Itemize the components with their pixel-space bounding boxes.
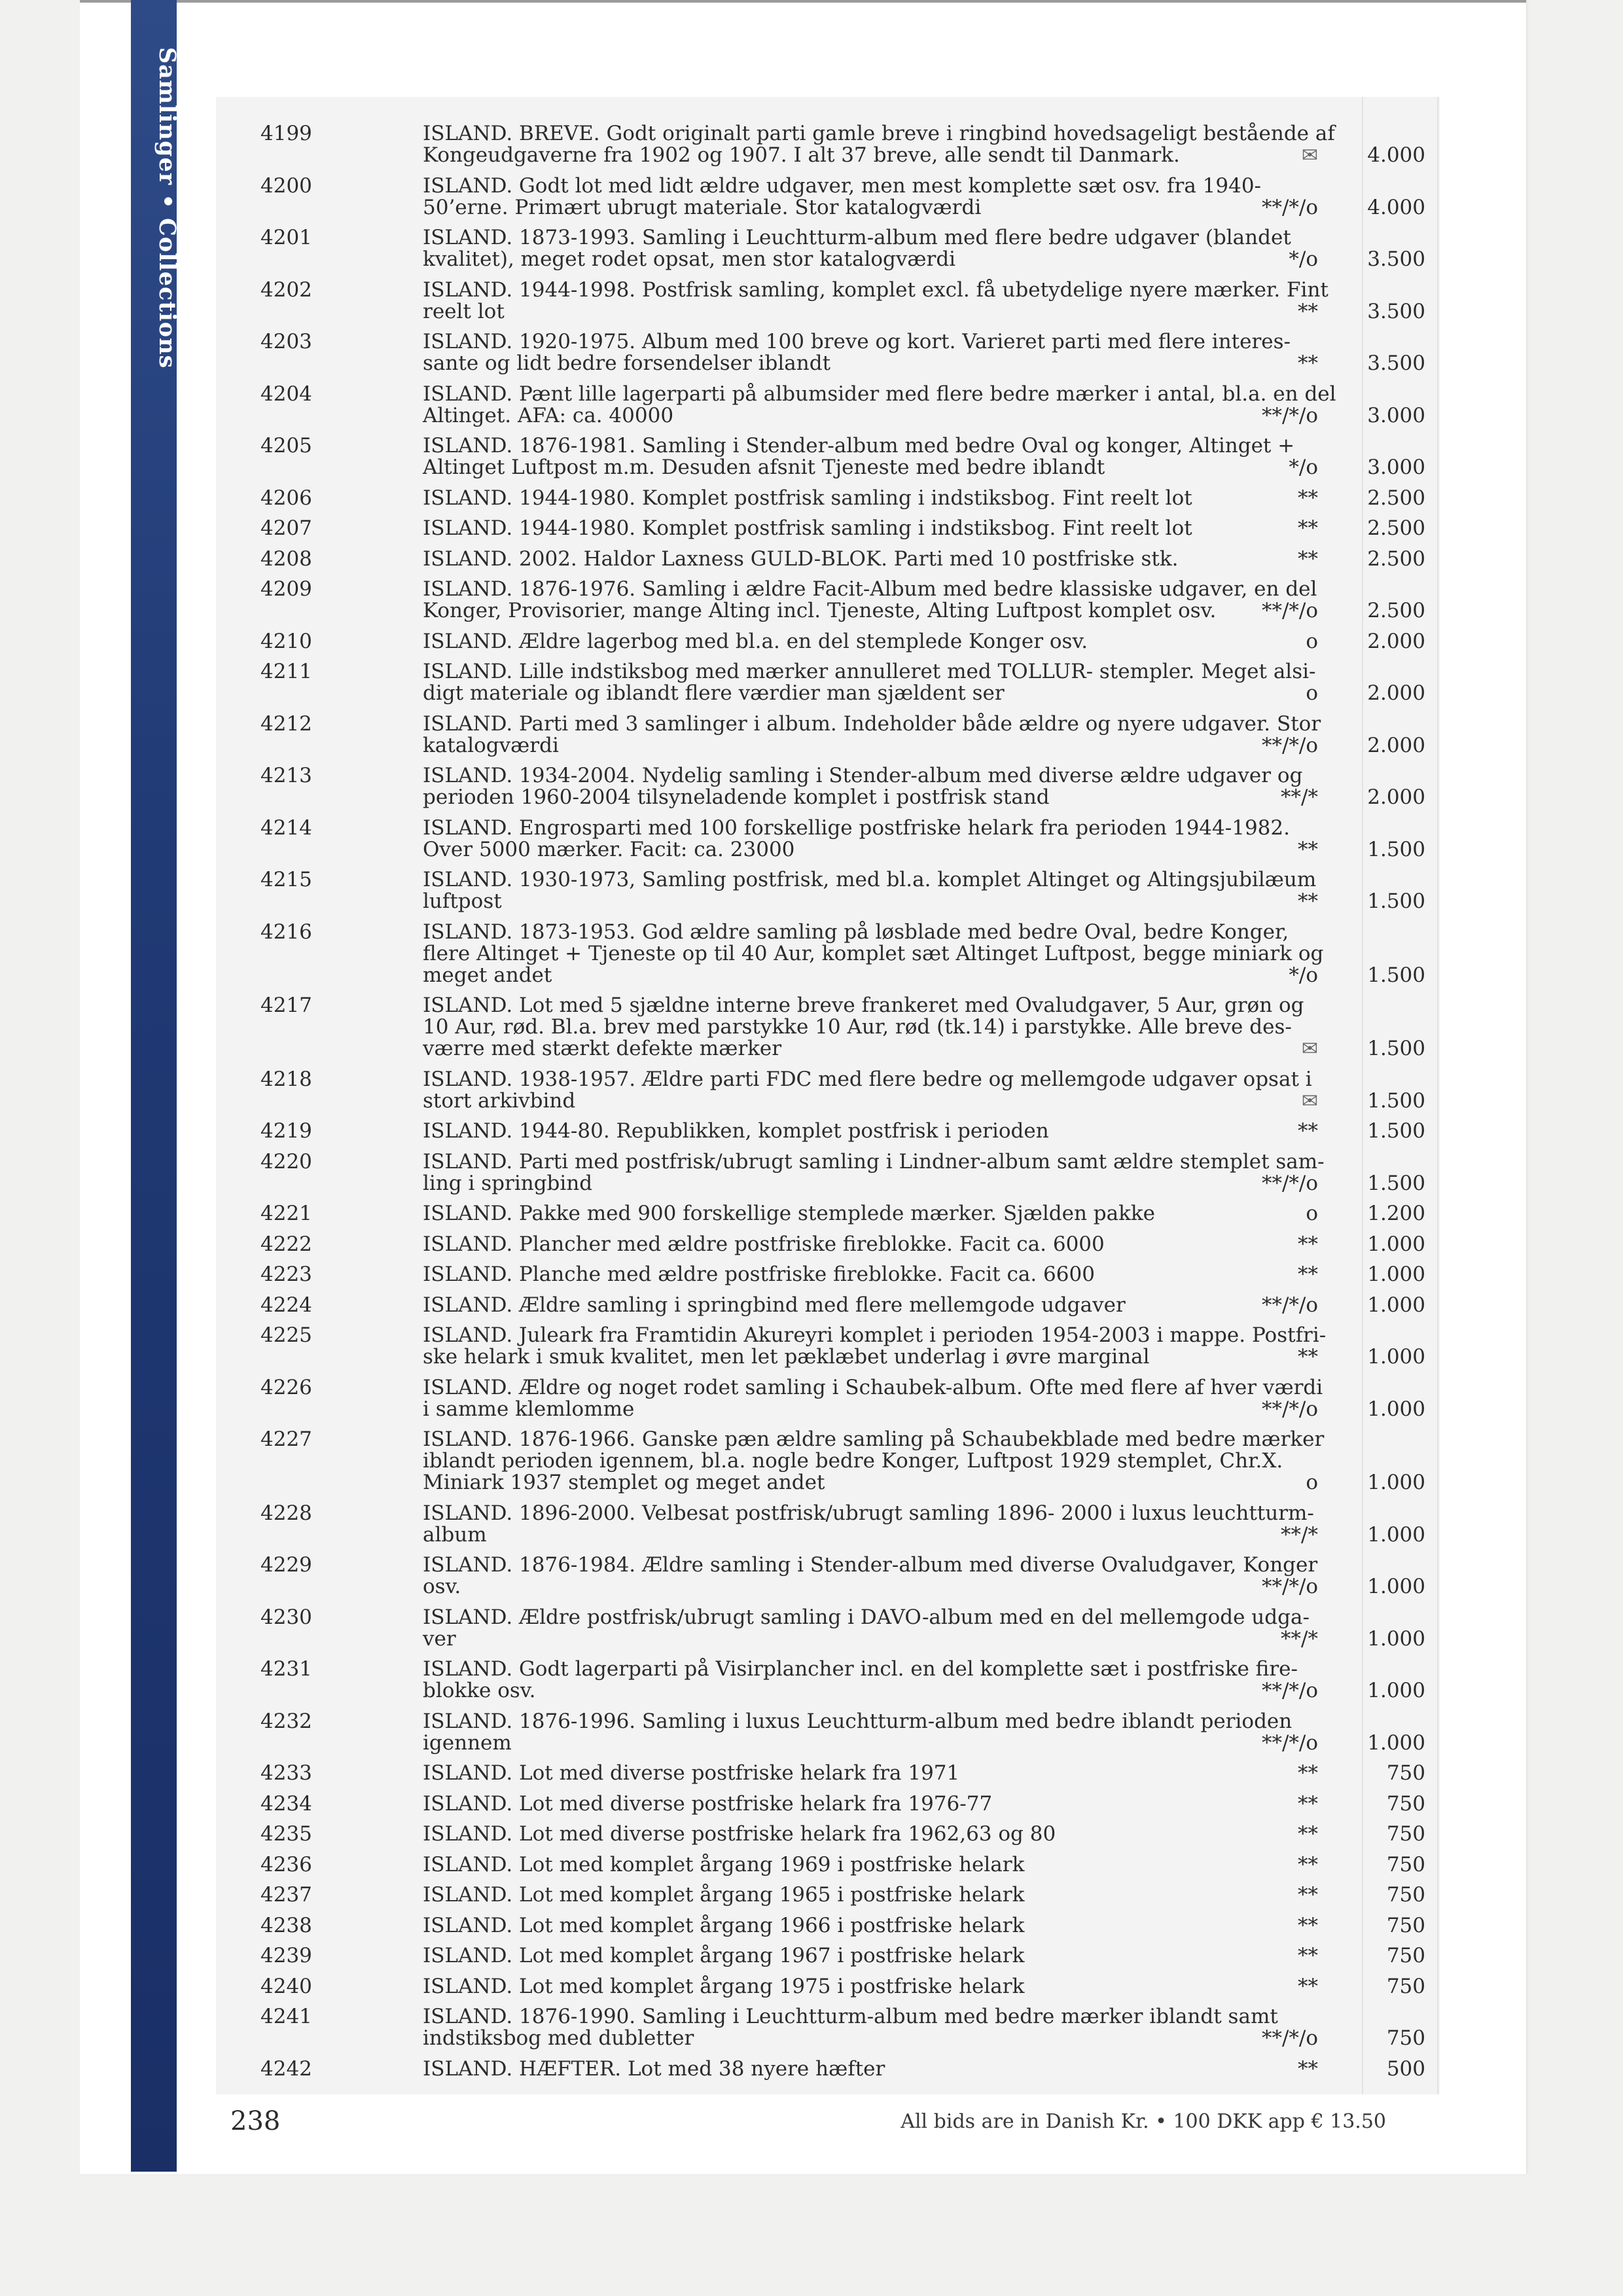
lot-description (423, 435, 1479, 478)
lot-description-line: kvalitet), meget rodet opsat, men stor katalogværdi (423, 247, 956, 271)
lot-condition: **/*/o (1261, 599, 1318, 622)
lot-number: 4213 (260, 764, 312, 787)
lot-description (423, 518, 1479, 539)
lot-condition: */o (1289, 247, 1318, 271)
lot-description-line: ISLAND. Lot med komplet årgang 1969 i postfriske helark (423, 1852, 1025, 1876)
lot-row (216, 1915, 1440, 1937)
lot-description (423, 123, 1479, 166)
lot-row (216, 548, 1440, 570)
lot-row (216, 1945, 1440, 1967)
lot-description-line: Altinget. AFA: ca. 40000 (423, 403, 674, 427)
lot-condition: ** (1298, 1883, 1318, 1907)
lot-description-line: ISLAND. 1896-2000. Velbesat postfrisk/ubrugt samling 1896- 2000 i luxus leuchtturm- (423, 1501, 1314, 1525)
lot-description-line: ISLAND. Ældre og noget rodet samling i Schaubek-album. Ofte med flere af hver værdi (423, 1375, 1323, 1399)
lot-price: 3.500 (1367, 299, 1425, 323)
lot-description (423, 175, 1479, 219)
lot-description-line: ISLAND. 1873-1953. God ældre samling på løsblade med bedre Oval, bedre Konger, (423, 920, 1289, 944)
lot-description (423, 1976, 1479, 1998)
lot-description (423, 548, 1479, 570)
lot-condition: **/* (1281, 1522, 1318, 1547)
lot-description-line: ISLAND. Lot med diverse postfriske helark fra 1971 (423, 1761, 960, 1785)
lot-price: 1.500 (1367, 837, 1425, 861)
lot-number: 4214 (260, 816, 312, 840)
lot-description (423, 1234, 1479, 1255)
lot-description-line: osv. (423, 1575, 461, 1598)
lot-description-line: ISLAND. Pakke med 900 forskellige stemplede mærker. Sjælden pakke (423, 1202, 1156, 1225)
lot-row (216, 922, 1440, 986)
bid-currency-note: All bids are in Danish Kr. • 100 DKK app € 13.50 (901, 2110, 1386, 2133)
lot-number: 4239 (260, 1944, 312, 1967)
lot-price: 1.500 (1367, 1119, 1425, 1143)
lot-row (216, 1264, 1440, 1285)
lot-row (216, 1607, 1440, 1650)
lot-number: 4236 (260, 1852, 312, 1876)
lot-description (423, 488, 1479, 509)
lot-description (423, 1823, 1479, 1845)
lot-description-line: sante og lidt bedre forsendelser iblandt (423, 351, 831, 375)
lot-number: 4225 (260, 1323, 312, 1347)
lot-number: 4215 (260, 868, 312, 891)
lot-number: 4220 (260, 1149, 312, 1174)
lot-row (216, 2058, 1440, 2080)
lot-description (423, 579, 1479, 622)
lot-condition: o (1306, 1202, 1318, 1225)
lot-description-line: ISLAND. Lot med 5 sjældne interne breve frankeret med Ovaludgaver, 5 Aur, grøn og (423, 994, 1304, 1017)
lot-number: 4207 (260, 516, 312, 540)
lot-description (423, 1793, 1479, 1815)
lot-number: 4212 (260, 711, 312, 736)
lot-price: 3.500 (1367, 351, 1425, 375)
lot-condition: **/*/o (1261, 1293, 1318, 1317)
lot-description-line: ISLAND. 1944-1980. Komplet postfrisk samling i indstiksbog. Fint reelt lot (423, 486, 1192, 510)
lot-description (423, 384, 1479, 427)
lot-description (423, 1069, 1479, 1112)
lot-row (216, 1854, 1440, 1876)
lot-description (423, 713, 1479, 757)
lot-number: 4200 (260, 173, 312, 198)
lot-description-line: ISLAND. HÆFTER. Lot med 38 nyere hæfter (423, 2056, 885, 2081)
lot-row (216, 123, 1440, 166)
lot-description-line: Konger, Provisorier, mange Alting incl. Tjeneste, Alting Luftpost komplet osv. (423, 599, 1217, 622)
lot-number: 4237 (260, 1883, 312, 1907)
lot-price: 2.500 (1367, 599, 1425, 622)
lot-row (216, 1823, 1440, 1845)
lot-row (216, 1234, 1440, 1255)
lot-row (216, 1884, 1440, 1906)
lot-price: 3.000 (1367, 456, 1425, 479)
lot-condition: **/*/o (1261, 1575, 1318, 1598)
lot-description-line: ISLAND. 1876-1976. Samling i ældre Facit-Album med bedre klassiske udgaver, en del (423, 577, 1317, 601)
lot-row (216, 435, 1440, 478)
lot-row (216, 661, 1440, 704)
lot-description-line: Kongeudgaverne fra 1902 og 1907. I alt 37 breve, alle sendt til Danmark. (423, 143, 1180, 167)
lot-row (216, 1659, 1440, 1702)
lot-price: 750 (1386, 1883, 1425, 1907)
lot-row (216, 1429, 1440, 1494)
lot-description-line: ling i springbind (423, 1171, 593, 1195)
lot-row (216, 1711, 1440, 1754)
lot-row (216, 331, 1440, 374)
lot-condition: ** (1298, 486, 1318, 510)
lot-condition: ** (1298, 1913, 1318, 1937)
lot-description (423, 631, 1479, 653)
lot-number: 4231 (260, 1657, 312, 1681)
lot-number: 4241 (260, 2005, 312, 2028)
lot-condition: **/* (1281, 1626, 1318, 1651)
lot-condition: */o (1289, 456, 1318, 479)
lot-description (423, 1203, 1479, 1225)
lot-condition: **/*/o (1261, 2026, 1318, 2050)
lot-price: 3.000 (1367, 403, 1425, 427)
lot-number: 4227 (260, 1427, 312, 1451)
lot-description (423, 2006, 1479, 2049)
lot-number: 4235 (260, 1822, 312, 1846)
lot-number: 4240 (260, 1974, 312, 1998)
lot-price: 1.000 (1367, 1345, 1425, 1369)
lot-condition: ** (1298, 1944, 1318, 1967)
lot-description-line: blokke osv. (423, 1679, 536, 1702)
lot-description-line: ISLAND. Planche med ældre postfriske fireblokke. Facit ca. 6600 (423, 1263, 1095, 1286)
lot-row (216, 1793, 1440, 1815)
lot-description-line: ISLAND. Ældre lagerbog med bl.a. en del stemplede Konger osv. (423, 629, 1088, 653)
lot-description-line: ISLAND. Plancher med ældre postfriske fireblokke. Facit ca. 6000 (423, 1232, 1105, 1256)
lot-condition: ** (1298, 547, 1318, 571)
lot-price: 1.500 (1367, 963, 1425, 987)
lot-price: 2.000 (1367, 629, 1425, 653)
lot-description-line: ISLAND. 1876-1984. Ældre samling i Stender-album med diverse Ovaludgaver, Konger (423, 1553, 1318, 1577)
lot-description-line: ISLAND. Engrosparti med 100 forskellige postfriske helark fra perioden 1944-1982. (423, 816, 1290, 840)
lot-price: 1.500 (1367, 1171, 1425, 1195)
lot-description-line: 10 Aur, rød. Bl.a. brev med parstykke 10 Aur, rød (tk.14) i parstykke. Alle breve des- (423, 1015, 1292, 1039)
lot-condition: ** (1298, 1232, 1318, 1256)
lot-number: 4232 (260, 1709, 312, 1733)
lot-description (423, 1503, 1479, 1546)
lot-description-line: ske helark i smuk kvalitet, men let pæklæbet underlag i øvre marginal (423, 1345, 1150, 1369)
lot-description (423, 331, 1479, 374)
lot-price: 2.500 (1367, 516, 1425, 540)
lot-condition: ** (1298, 1822, 1318, 1846)
lot-condition: **/*/o (1261, 195, 1318, 219)
lot-row (216, 817, 1440, 861)
lot-price: 1.000 (1367, 1293, 1425, 1317)
lot-price: 1.000 (1367, 1232, 1425, 1256)
lot-description-line: ISLAND. Lot med diverse postfriske helark fra 1976-77 (423, 1791, 993, 1816)
lot-description-line: digt materiale og iblandt flere værdier man sjældent ser (423, 681, 1005, 705)
lot-description-line: ISLAND. 1930-1973, Samling postfrisk, med bl.a. komplet Altinget og Altingsjubilæum (423, 868, 1317, 891)
lot-number: 4219 (260, 1119, 312, 1143)
lot-row (216, 579, 1440, 622)
lot-description (423, 1429, 1479, 1494)
lot-row (216, 1976, 1440, 1998)
lot-description (423, 2058, 1479, 2080)
lot-description (423, 1295, 1479, 1316)
lot-number: 4228 (260, 1501, 312, 1525)
lot-description (423, 1945, 1479, 1967)
lot-number: 4221 (260, 1202, 312, 1225)
lot-description-line: ISLAND. 1876-1966. Ganske pæn ældre samling på Schaubekblade med bedre mærker (423, 1427, 1325, 1451)
lot-condition: o (1306, 629, 1318, 653)
lot-description-line: ISLAND. 1944-80. Republikken, komplet postfrisk i perioden (423, 1119, 1049, 1143)
lot-row (216, 995, 1440, 1060)
lot-condition: */o (1289, 963, 1318, 987)
lot-price: 1.200 (1367, 1202, 1425, 1225)
lot-price: 1.000 (1367, 1397, 1425, 1421)
lot-description-line: ISLAND. Ældre postfrisk/ubrugt samling i DAVO-album med en del mellemgode udga- (423, 1605, 1310, 1629)
lot-condition: ** (1298, 1974, 1318, 1998)
lot-price: 1.500 (1367, 1088, 1425, 1113)
lot-condition: ** (1298, 1791, 1318, 1816)
lot-condition: o (1306, 1471, 1318, 1494)
lot-condition: ** (1298, 837, 1318, 861)
lot-description (423, 922, 1479, 986)
lot-description (423, 1377, 1479, 1420)
lot-description-line: ISLAND. Godt lagerparti på Visirplancher incl. en del komplette sæt i postfriske fire- (423, 1657, 1298, 1681)
lot-description-line: Altinget Luftpost m.m. Desuden afsnit Tjeneste med bedre iblandt (423, 456, 1105, 479)
lot-number: 4202 (260, 278, 312, 302)
lot-condition: **/*/o (1261, 1171, 1318, 1195)
lot-description (423, 817, 1479, 861)
lot-row (216, 1503, 1440, 1546)
lot-description-line: stort arkivbind (423, 1088, 576, 1113)
lot-description (423, 995, 1479, 1060)
lot-description (423, 1915, 1479, 1937)
lot-description-line: ISLAND. 1873-1993. Samling i Leuchtturm-album med flere bedre udgaver (blandet (423, 226, 1291, 249)
lot-row (216, 765, 1440, 808)
lot-price: 2.000 (1367, 785, 1425, 809)
lot-description-line: ISLAND. 1920-1975. Album med 100 breve og kort. Varieret parti med flere interes- (423, 330, 1291, 353)
lot-number: 4242 (260, 2056, 312, 2081)
lot-number: 4209 (260, 577, 312, 601)
lot-row (216, 227, 1440, 270)
lot-row (216, 1325, 1440, 1368)
lot-price: 1.000 (1367, 1522, 1425, 1547)
lot-description-line: ISLAND. Pænt lille lagerparti på albumsider med flere bedre mærker i antal, bl.a. en del (423, 382, 1336, 406)
lot-description-line: luftpost (423, 889, 502, 913)
lot-row (216, 1151, 1440, 1194)
lot-description-line: ISLAND. Parti med postfrisk/ubrugt samling i Lindner-album samt ældre stemplet sam- (423, 1149, 1325, 1174)
lot-description-line: ISLAND. 1876-1990. Samling i Leuchtturm-album med bedre mærker iblandt samt (423, 2005, 1278, 2028)
lot-description-line: 50’erne. Primært ubrugt materiale. Stor katalogværdi (423, 195, 982, 219)
lot-description-line: ISLAND. 1934-2004. Nydelig samling i Stender-album med diverse ældre udgaver og (423, 764, 1303, 787)
lot-condition: ** (1298, 351, 1318, 375)
lot-description-line: ISLAND. Lot med diverse postfriske helark fra 1962,63 og 80 (423, 1822, 1056, 1846)
lot-description-line: igennem (423, 1731, 512, 1755)
lot-price: 1.000 (1367, 1263, 1425, 1286)
lot-condition: ** (1298, 1345, 1318, 1369)
lot-number: 4206 (260, 486, 312, 510)
lot-number: 4230 (260, 1605, 312, 1629)
lot-number: 4224 (260, 1293, 312, 1317)
lot-description (423, 1607, 1479, 1650)
lot-description (423, 765, 1479, 808)
lot-number: 4210 (260, 629, 312, 653)
lot-row (216, 518, 1440, 539)
lot-row (216, 488, 1440, 509)
lot-price: 2.000 (1367, 733, 1425, 757)
lot-number: 4238 (260, 1913, 312, 1937)
lot-description (423, 1151, 1479, 1194)
lot-row (216, 384, 1440, 427)
lot-description-line: ISLAND. 1876-1996. Samling i luxus Leuchtturm-album med bedre iblandt perioden (423, 1709, 1293, 1733)
lot-condition: ** (1298, 889, 1318, 913)
lot-description (423, 1264, 1479, 1285)
lot-description-line: ISLAND. 2002. Haldor Laxness GULD-BLOK. Parti med 10 postfriske stk. (423, 547, 1179, 571)
lot-description-line: ISLAND. Godt lot med lidt ældre udgaver, men mest komplette sæt osv. fra 1940- (423, 173, 1262, 198)
page-number: 238 (230, 2106, 281, 2136)
lot-description-line: ISLAND. 1944-1998. Postfrisk samling, komplet excl. få ubetydelige nyere mærker. Fint (423, 278, 1329, 302)
lot-description-line: ISLAND. Lot med komplet årgang 1966 i postfriske helark (423, 1913, 1025, 1937)
lot-price: 3.500 (1367, 247, 1425, 271)
lot-description-line: iblandt perioden igennem, bl.a. nogle bedre Konger, Luftpost 1929 stemplet, Chr.X. (423, 1449, 1283, 1473)
lot-description-line: katalogværdi (423, 733, 559, 757)
lot-condition: ** (1298, 1761, 1318, 1785)
lot-price: 750 (1386, 1944, 1425, 1967)
lot-description (423, 1659, 1479, 1702)
lot-number: 4205 (260, 434, 312, 457)
lot-number: 4233 (260, 1761, 312, 1785)
lot-condition: **/*/o (1261, 403, 1318, 427)
lot-price: 750 (1386, 1974, 1425, 1998)
lot-description-line: ISLAND. Lot med komplet årgang 1975 i postfriske helark (423, 1974, 1025, 1998)
lot-description-line: ISLAND. Lot med komplet årgang 1967 i postfriske helark (423, 1944, 1025, 1967)
lot-description (423, 1884, 1479, 1906)
lot-number: 4211 (260, 660, 312, 683)
lot-description (423, 227, 1479, 270)
lot-condition: ** (1298, 2056, 1318, 2081)
lot-description (423, 869, 1479, 912)
lot-price: 1.000 (1367, 1575, 1425, 1598)
lot-price: 750 (1386, 1852, 1425, 1876)
lot-description-line: ISLAND. Parti med 3 samlinger i album. Indeholder både ældre og nyere udgaver. Stor (423, 711, 1321, 736)
lot-description-line: meget andet (423, 963, 552, 987)
lot-number: 4222 (260, 1232, 312, 1256)
envelope-icon: ✉ (1301, 1037, 1318, 1060)
lot-price: 4.000 (1367, 143, 1425, 167)
lot-price: 1.000 (1367, 1731, 1425, 1755)
lot-row (216, 279, 1440, 323)
lot-description (423, 1121, 1479, 1142)
lot-number: 4223 (260, 1263, 312, 1286)
lot-description (423, 1325, 1479, 1368)
lot-condition: o (1306, 681, 1318, 705)
lot-condition: **/* (1281, 785, 1318, 809)
lot-price: 1.000 (1367, 1471, 1425, 1494)
lot-price: 1.000 (1367, 1679, 1425, 1702)
lot-description-line: album (423, 1522, 487, 1547)
lot-condition: ** (1298, 1852, 1318, 1876)
lot-condition: ** (1298, 1119, 1318, 1143)
lot-row (216, 1203, 1440, 1225)
lot-condition: **/*/o (1261, 1397, 1318, 1421)
lot-number: 4201 (260, 226, 312, 249)
lot-description-line: ISLAND. Lille indstiksbog med mærker annulleret med TOLLUR- stempler. Meget alsi- (423, 660, 1316, 683)
lot-condition: **/*/o (1261, 733, 1318, 757)
lot-price: 2.000 (1367, 681, 1425, 705)
lot-description (423, 1711, 1479, 1754)
lot-price: 2.500 (1367, 486, 1425, 510)
lot-condition: ** (1298, 1263, 1318, 1286)
lot-price: 750 (1386, 2026, 1425, 2050)
lot-description-line: ISLAND. Juleark fra Framtidin Akureyri komplet i perioden 1954-2003 i mappe. Postfri- (423, 1323, 1327, 1347)
lot-description-line: indstiksbog med dubletter (423, 2026, 694, 2050)
lot-row (216, 2006, 1440, 2049)
lot-number: 4226 (260, 1375, 312, 1399)
lot-description-line: reelt lot (423, 299, 505, 323)
lot-row (216, 1069, 1440, 1112)
lot-price: 1.000 (1367, 1626, 1425, 1651)
lot-number: 4199 (260, 122, 312, 145)
lot-number: 4204 (260, 382, 312, 406)
lot-description (423, 1554, 1479, 1598)
lot-number: 4234 (260, 1791, 312, 1816)
lot-price: 1.500 (1367, 889, 1425, 913)
lot-condition: **/*/o (1261, 1731, 1318, 1755)
lot-description (423, 1763, 1479, 1784)
lot-row (216, 1121, 1440, 1142)
lot-condition: **/*/o (1261, 1679, 1318, 1702)
lot-description-line: ver (423, 1626, 456, 1651)
lot-description-line: i samme klemlomme (423, 1397, 635, 1421)
lot-row (216, 869, 1440, 912)
lot-row (216, 1377, 1440, 1420)
lot-number: 4229 (260, 1553, 312, 1577)
lot-row (216, 713, 1440, 757)
lot-price: 1.500 (1367, 1037, 1425, 1060)
lot-condition: ** (1298, 299, 1318, 323)
lot-row (216, 1554, 1440, 1598)
lot-description-line: ISLAND. 1938-1957. Ældre parti FDC med flere bedre og mellemgode udgaver opsat i (423, 1067, 1312, 1091)
lot-price: 500 (1386, 2056, 1425, 2081)
lot-description-line: ISLAND. Ældre samling i springbind med flere mellemgode udgaver (423, 1293, 1126, 1317)
lot-row (216, 631, 1440, 653)
lot-description (423, 279, 1479, 323)
lot-number: 4218 (260, 1067, 312, 1091)
envelope-icon: ✉ (1301, 144, 1318, 167)
lot-description-line: værre med stærkt defekte mærker (423, 1037, 782, 1060)
lot-condition: ** (1298, 516, 1318, 540)
spine-label: Samlinger • Collections (154, 47, 181, 369)
lot-price: 750 (1386, 1913, 1425, 1937)
lot-description-line: ISLAND. 1876-1981. Samling i Stender-album med bedre Oval og konger, Altinget + (423, 434, 1295, 457)
lot-description-line: ISLAND. BREVE. Godt originalt parti gamle breve i ringbind hovedsageligt bestående af (423, 122, 1335, 145)
lot-price: 750 (1386, 1761, 1425, 1785)
lot-description-line: flere Altinget + Tjeneste op til 40 Aur, komplet sæt Altinget Luftpost, begge miniark og (423, 941, 1324, 965)
lot-row (216, 1295, 1440, 1316)
lot-description (423, 1854, 1479, 1876)
lot-row (216, 1763, 1440, 1784)
lot-description-line: ISLAND. 1944-1980. Komplet postfrisk samling i indstiksbog. Fint reelt lot (423, 516, 1192, 540)
lot-description (423, 661, 1479, 704)
envelope-icon: ✉ (1301, 1089, 1318, 1113)
lot-description-line: perioden 1960-2004 tilsyneladende komplet i postfrisk stand (423, 785, 1050, 809)
lot-price: 750 (1386, 1822, 1425, 1846)
lot-number: 4217 (260, 994, 312, 1017)
lot-number: 4216 (260, 920, 312, 944)
lot-price: 750 (1386, 1791, 1425, 1816)
lot-price: 2.500 (1367, 547, 1425, 571)
lot-price: 4.000 (1367, 195, 1425, 219)
lot-description-line: Miniark 1937 stemplet og meget andet (423, 1471, 825, 1494)
lot-row (216, 175, 1440, 219)
lot-number: 4203 (260, 330, 312, 353)
lot-number: 4208 (260, 547, 312, 571)
lot-description-line: Over 5000 mærker. Facit: ca. 23000 (423, 837, 795, 861)
lot-description-line: ISLAND. Lot med komplet årgang 1965 i postfriske helark (423, 1883, 1025, 1907)
